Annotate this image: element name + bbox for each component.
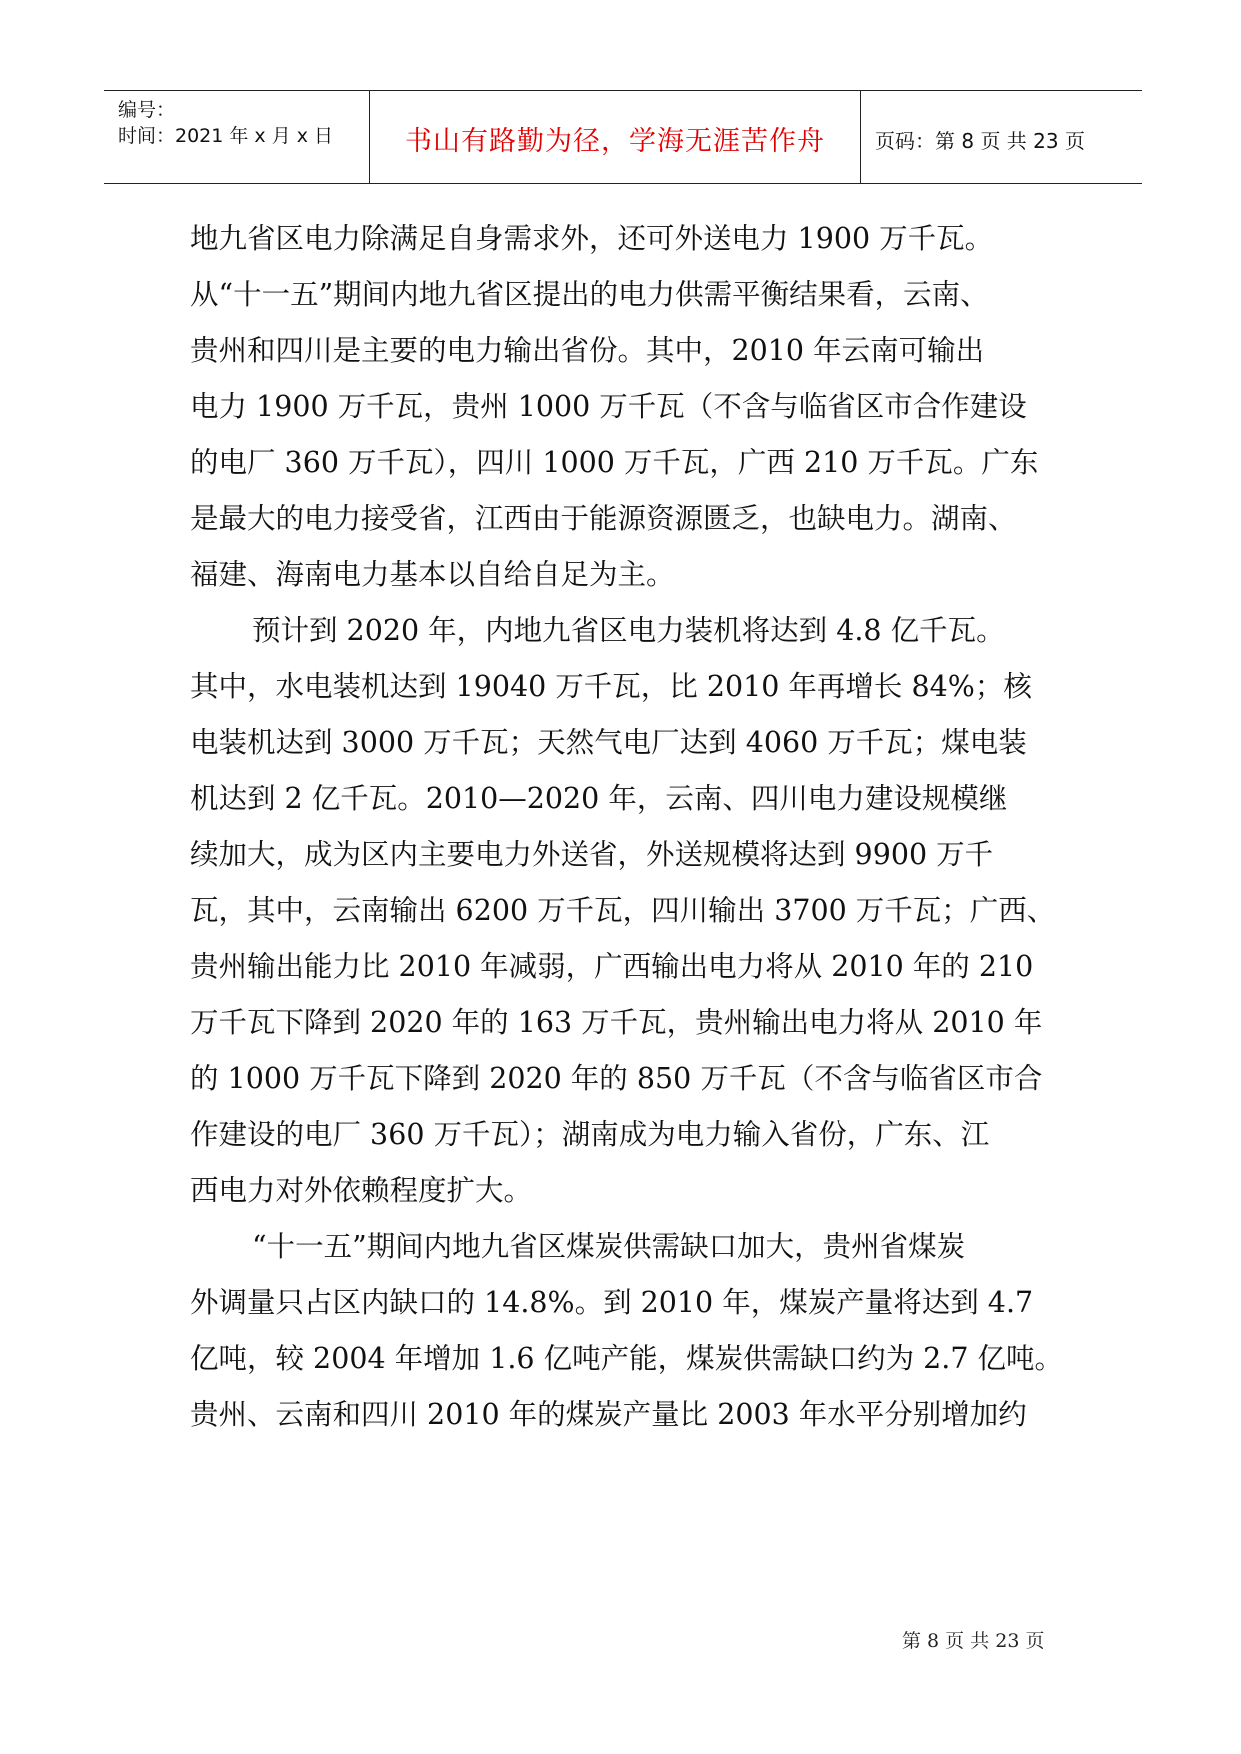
body-line: 亿吨，较 2004 年增加 1.6 亿吨产能，煤炭供需缺口约为 2.7 亿吨。: [190, 1342, 1064, 1375]
body-line: 的电厂 360 万千瓦），四川 1000 万千瓦，广西 210 万千瓦。广东: [190, 446, 1039, 479]
body-line: 万千瓦下降到 2020 年的 163 万千瓦，贵州输出电力将从 2010 年: [190, 1006, 1043, 1039]
body-line: 地九省区电力除满足自身需求外，还可外送电力 1900 万千瓦。: [190, 222, 994, 255]
document-number-label: 编号：: [118, 99, 176, 121]
body-line: “十一五”期间内地九省区煤炭供需缺口加大，贵州省煤炭: [252, 1230, 966, 1263]
header-motto-cell: [369, 91, 861, 183]
body-line: 其中，水电装机达到 19040 万千瓦，比 2010 年再增长 84%；核: [190, 670, 1032, 703]
body-line: 续加大，成为区内主要电力外送省，外送规模将达到 9900 万千: [190, 838, 994, 871]
page-footer: 第 8 页 共 23 页: [902, 1630, 1045, 1652]
body-line: 作建设的电厂 360 万千瓦）；湖南成为电力输入省份，广东、江: [190, 1118, 990, 1151]
body-line: 贵州、云南和四川 2010 年的煤炭产量比 2003 年水平分别增加约: [190, 1398, 1027, 1431]
header-motto: 书山有路勤为径，学海无涯苦作舟: [405, 126, 825, 157]
body-line: 福建、海南电力基本以自给自足为主。: [190, 558, 675, 591]
body-line: 外调量只占区内缺口的 14.8%。到 2010 年，煤炭产量将达到 4.7: [190, 1286, 1034, 1319]
body-line: 电装机达到 3000 万千瓦；天然气电厂达到 4060 万千瓦；煤电装: [190, 726, 1027, 759]
body-line: 贵州和四川是主要的电力输出省份。其中，2010 年云南可输出: [190, 334, 985, 367]
header-meta-cell: [104, 91, 369, 183]
header-page-cell: [861, 91, 1142, 183]
body-line: 是最大的电力接受省，江西由于能源资源匮乏，也缺电力。湖南、: [190, 502, 1017, 535]
body-line: 的 1000 万千瓦下降到 2020 年的 850 万千瓦（不含与临省区市合: [190, 1062, 1043, 1095]
body-line: 预计到 2020 年，内地九省区电力装机将达到 4.8 亿千瓦。: [252, 614, 1005, 647]
body-line: 贵州输出能力比 2010 年减弱，广西输出电力将从 2010 年的 210: [190, 950, 1034, 983]
body-line: 瓦，其中，云南输出 6200 万千瓦，四川输出 3700 万千瓦；广西、: [190, 894, 1056, 927]
body-line: 从“十一五”期间内地九省区提出的电力供需平衡结果看，云南、: [190, 278, 989, 311]
page-header: [104, 90, 1142, 184]
document-time-label: 时间：2021 年 x 月 x 日: [118, 125, 334, 147]
body-line: 电力 1900 万千瓦，贵州 1000 万千瓦（不含与临省区市合作建设: [190, 390, 1027, 423]
header-page-code: 页码：第 8 页 共 23 页: [875, 129, 1085, 153]
body-line: 机达到 2 亿千瓦。2010—2020 年，云南、四川电力建设规模继: [190, 782, 1008, 815]
body-line: 西电力对外依赖程度扩大。: [190, 1174, 533, 1207]
